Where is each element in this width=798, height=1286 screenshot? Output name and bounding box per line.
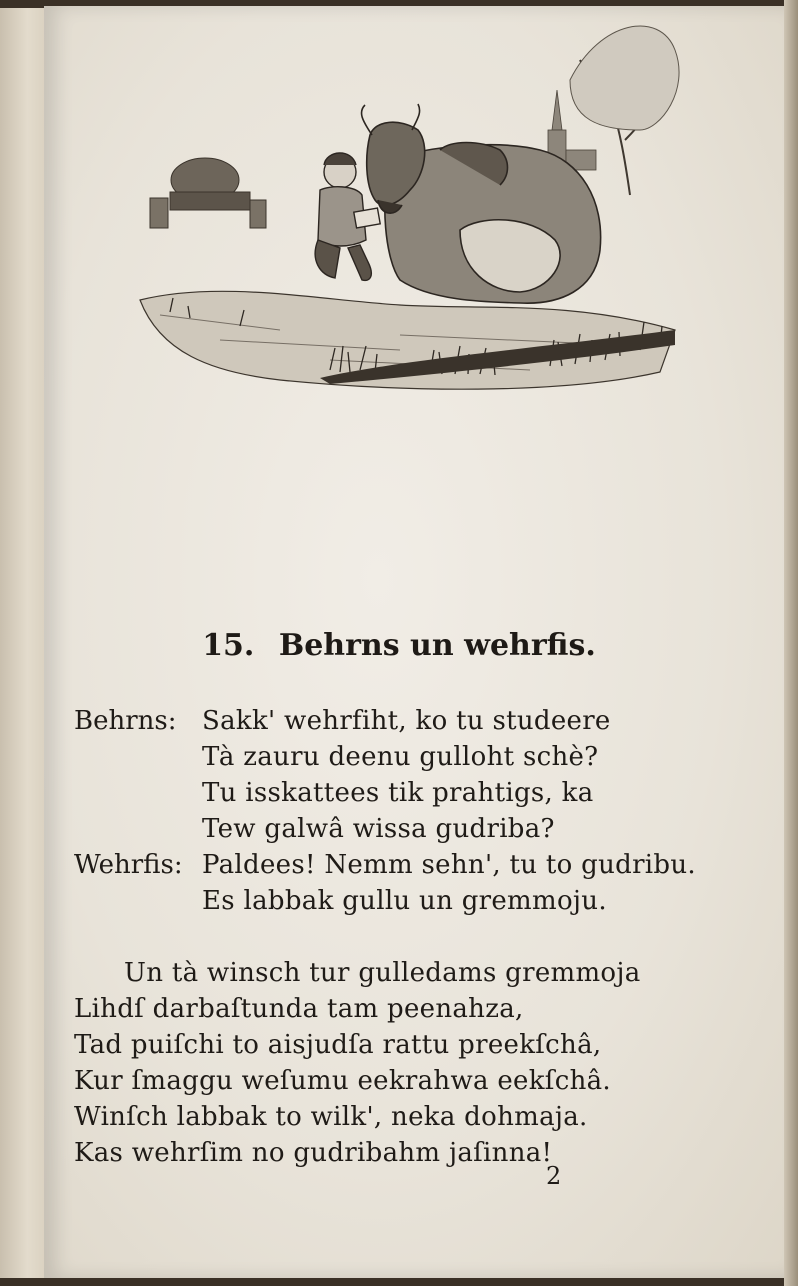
- page-number: 2: [546, 1162, 562, 1190]
- stanza-line: Kur ſmaggu weſumu eekrahwa eekſchâ.: [74, 1066, 611, 1096]
- engraving-boy-and-cow: [100, 0, 690, 400]
- poem-number: 15.: [202, 628, 255, 663]
- speaker-label: Wehrfis:: [74, 850, 183, 880]
- dialogue-line: Tà zauru deenu gulloht schè?: [202, 742, 599, 772]
- dialogue-line: Paldees! Nemm sehn', tu to gudribu.: [202, 850, 696, 880]
- dialogue-line: Tu isskattees tik prahtigs, ka: [202, 778, 594, 808]
- speaker-label: Behrns:: [74, 706, 177, 736]
- stanza-line: Lihdſ darbaſtunda tam peenahza,: [74, 994, 524, 1024]
- stanza-line: Winſch labbak to wilk', neka dohmaja.: [74, 1102, 588, 1132]
- stanza-line: Kas wehrſim no gudribahm jaſinna!: [74, 1138, 553, 1168]
- poem-title: Behrns un wehrfis.: [278, 628, 596, 663]
- dialogue-line: Tew galwâ wissa gudriba?: [202, 814, 555, 844]
- dialogue-line: Sakk' wehrfiht, ko tu studeere: [202, 706, 611, 736]
- dialogue-line: Es labbak gullu un gremmoju.: [202, 886, 607, 916]
- stanza-line: Tad puiſchi to aisjudſa rattu preekſchâ,: [74, 1030, 602, 1060]
- poem-heading: [0, 628, 798, 663]
- stanza-line: Un tà winsch tur gulledams gremmoja: [124, 958, 641, 988]
- illustration-hay-cart: [150, 158, 266, 228]
